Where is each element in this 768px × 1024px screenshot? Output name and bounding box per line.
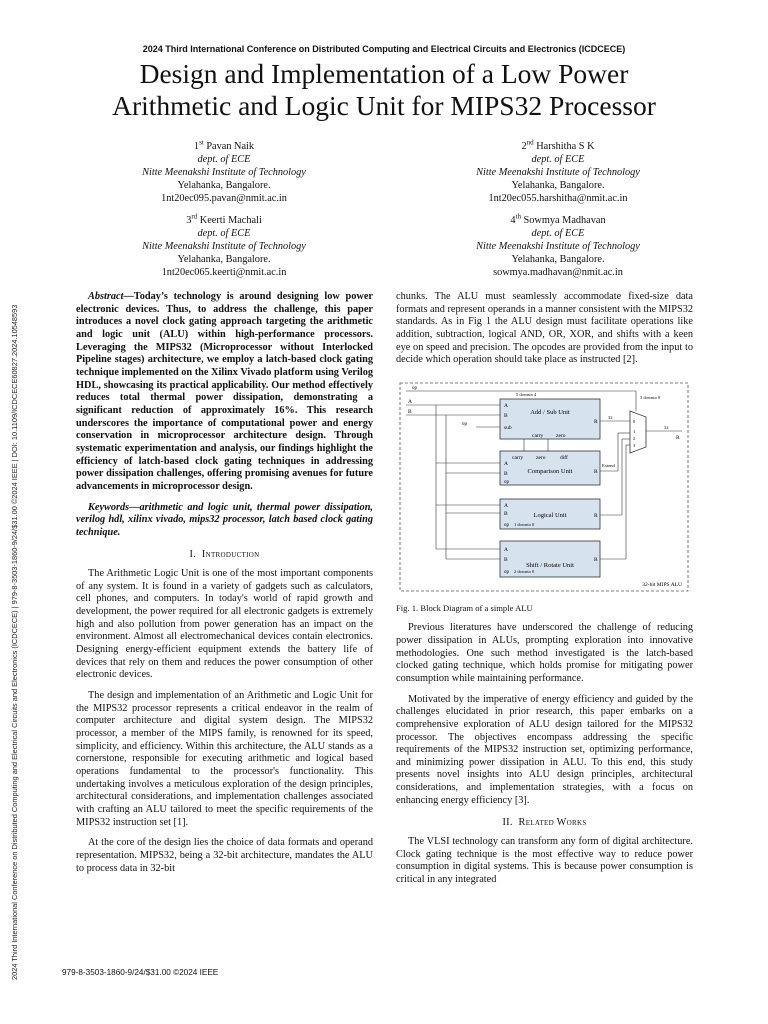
author-email: 1nt20ec065.keerti@nmit.ac.in	[161, 267, 287, 278]
keywords: Keywords—arithmetic and logic unit, thermal power dissipation, verilog hdl, xilinx vivado, mips32 processor, latch based clock gating technique.	[76, 501, 373, 538]
section-heading-introduction: I. Introduction	[189, 549, 260, 561]
side-metadata-text: 2024 Third International Conference on Distributed Computing and Electrical Circuits and Electronics (ICDCECE) | 979-8-3503-1860-9/24/$31.00 ©2024 IEEE | DOI: 10.1109/ICDCECE60827.2024.10548593	[10, 304, 19, 980]
svg-text:R: R	[594, 418, 598, 425]
abstract: Abstract—Today’s technology is around designing low power electronic devices. Thus, to address the challenge, this paper introduces a novel clock gating approach targeting the arithmetic and logic unit (ALU) within high-performance processors. Leveraging the MIPS32 (Microprocessor without Interlocked Pipeline stages) architecture, we employ a latch-based clock gating technique implemented on the Xilinx Vivado platform using Verilog HDL, showcasing its practical applicability. Our method effectively reduces total thermal power dissipation, demonstrating a significant reduction of approximately 16%. This research underscores the importance of computational power and energy conservation in microprocessor architecture design. Through systematic experimentation and analysis, our findings highlight the efficiency of latch-based clock gating techniques in addressing power dissipation challenges, offering promising avenues for future advancements in microprocessor design.	[76, 291, 373, 492]
svg-text:A: A	[504, 402, 508, 409]
svg-text:0: 0	[633, 418, 636, 424]
svg-text:A: A	[408, 398, 412, 405]
paragraph: The Arithmetic Logic Unit is one of the most important components of any system. It is found in a variety of gadgets such as calculators, cell phones, and computers. In today's world of rapid growth and development, the power required for all electronic gadgets is extremely high and also pollution from power generation has an impact on the environment. Almost all electromechanical devices contain electronics. Designing energy-efficient equipment extends the battery life of devices that rely on them and reduces the power consumption of other electronic devices.	[76, 568, 373, 681]
author-block-3: 3rd Keerti Machali dept. of ECE Nitte Meenakshi Institute of Technology Yelahanka, Bangalore. 1nt20ec065.keerti@nmit.ac.in	[94, 214, 354, 279]
svg-text:R: R	[594, 468, 598, 475]
author-name: Keerti Machali	[199, 215, 262, 226]
figure-caption: Fig. 1. Block Diagram of a simple ALU	[396, 602, 533, 613]
svg-text:Shift / Rotate Unit: Shift / Rotate Unit	[526, 561, 574, 569]
svg-text:2 downto 0: 2 downto 0	[514, 568, 535, 574]
svg-text:2: 2	[633, 435, 636, 441]
author-block-4: 4th Sowmya Madhavan dept. of ECE Nitte Meenakshi Institute of Technology Yelahanka, Bangalore. sowmya.madhavan@nmit.ac.in	[428, 214, 688, 279]
svg-text:32: 32	[664, 424, 669, 430]
svg-text:B: B	[504, 412, 508, 419]
author-name: Pavan Naik	[206, 141, 255, 152]
svg-text:Extend: Extend	[602, 462, 615, 468]
svg-text:diff: diff	[560, 454, 568, 461]
author-email: 1nt20ec055.harshitha@nmit.ac.in	[488, 193, 628, 204]
paragraph: At the core of the design lies the choice of data formats and operand representation. MIPS32, being a 32-bit architecture, mandates the ALU to process data in 32-bit	[76, 837, 373, 874]
svg-text:3: 3	[633, 442, 636, 448]
title-line-1: Design and Implementation of a Low Power	[139, 58, 629, 89]
svg-text:zero: zero	[536, 454, 546, 461]
svg-text:1: 1	[633, 428, 636, 434]
unit-comparison	[500, 451, 600, 485]
svg-text:1 downto 0: 1 downto 0	[514, 521, 535, 527]
title-line-2: Arithmetic and Logic Unit for MIPS32 Processor	[112, 90, 656, 121]
conference-header: 2024 Third International Conference on Distributed Computing and Electrical Circuits and Electronics (ICDCECE)	[142, 44, 626, 54]
svg-text:A: A	[504, 502, 508, 509]
svg-text:B: B	[504, 470, 508, 477]
svg-text:op: op	[504, 569, 509, 575]
paper-title	[60, 58, 708, 122]
side-metadata-strip	[10, 140, 24, 980]
svg-text:op: op	[412, 385, 417, 391]
paragraph: Motivated by the imperative of energy efficiency and guided by the challenges elucidated in prior research, this paper embarks on a comprehensive exploration of ALU design tailored for the MIPS32 processor. The objectives encompass addressing the specific requirements of the MIPS32 instruction set, optimizing performance, and minimizing power dissipation in ALU. To this end, this study presents novel insights into ALU design principles, architectural considerations, and implementation strategies, with a focus on enhancing energy efficiency [3].	[396, 693, 693, 806]
svg-text:B: B	[504, 556, 508, 563]
svg-text:3 downto 0: 3 downto 0	[640, 394, 661, 400]
svg-text:zero: zero	[556, 432, 566, 439]
author-email: 1nt20ec095.pavan@nmit.ac.in	[161, 193, 287, 204]
svg-text:A: A	[504, 460, 508, 467]
svg-text:op: op	[504, 479, 509, 485]
paragraph: The VLSI technology can transform any form of digital architecture. Clock gating technique is the most effective way to reduce power consumption in digital systems. This is because power consumption is critical in any integrated	[396, 836, 693, 886]
svg-text:op: op	[504, 522, 509, 528]
svg-text:op: op	[462, 421, 467, 427]
svg-text:R: R	[676, 434, 680, 441]
author-email: sowmya.madhavan@nmit.ac.in	[493, 267, 623, 278]
svg-text:A: A	[504, 546, 508, 553]
svg-text:R: R	[594, 512, 598, 519]
author-block-1: 1st Pavan Naik dept. of ECE Nitte Meenakshi Institute of Technology Yelahanka, Bangalore. 1nt20ec095.pavan@nmit.ac.in	[94, 140, 354, 205]
svg-text:carry: carry	[532, 432, 544, 439]
svg-text:5 downto 4: 5 downto 4	[516, 391, 537, 397]
svg-text:R: R	[594, 556, 598, 563]
paragraph: Previous literatures have underscored the challenge of reducing power dissipation in ALUs, prompting exploration into innovative methodologies. One such method investigated is the latch-based clocked gating technique, which holds promise for mitigating power consumption while maintaining performance.	[396, 622, 693, 684]
svg-text:B: B	[504, 510, 508, 517]
svg-text:Comparison Unit: Comparison Unit	[527, 467, 573, 475]
svg-text:sub: sub	[504, 424, 512, 431]
svg-text:32: 32	[608, 414, 613, 420]
author-name: Sowmya Madhavan	[523, 215, 606, 226]
svg-text:carry: carry	[512, 454, 524, 461]
svg-text:B: B	[408, 408, 412, 415]
paragraph: chunks. The ALU must seamlessly accommodate fixed-size data formats and represent operands in a manner consistent with the MIPS32 standards. As in Fig 1 the ALU design must facilitate operations like addition, subtraction, logical AND, OR, XOR, and shifts with a keen eye on speed and precision. The opcodes are provided from the input to decide which operation should take place as instructed [2].	[396, 291, 693, 366]
svg-text:Logical Unit: Logical Unit	[533, 511, 567, 519]
right-column	[396, 291, 693, 895]
page-footer: 979-8-3503-1860-9/24/$31.00 ©2024 IEEE	[62, 968, 219, 977]
alu-label: 32-bit MIPS ALU	[642, 581, 682, 588]
alu-block-diagram	[396, 381, 693, 593]
section-heading-related-works: II. Related Works	[502, 817, 587, 829]
left-column	[76, 291, 373, 883]
svg-text:Add / Sub Unit: Add / Sub Unit	[530, 408, 570, 416]
author-name: Harshitha S K	[536, 141, 595, 152]
unit-add-sub	[500, 399, 600, 439]
paragraph: The design and implementation of an Arithmetic and Logic Unit for the MIPS32 processor represents a critical endeavor in the realm of computer architecture and digital system design. The MIPS32 processor, a member of the MIPS family, is renowned for its speed, simplicity, and efficiency. Within this architecture, the ALU stands as a cornerstone, responsible for executing arithmetic and logical based operations fundamental to the processor's functionality. This undertaking involves a meticulous exploration of the design principles, architectural considerations, and implementation challenges associated with crafting an ALU tailored to meet the specific requirements of the MIPS32 instruction set [1].	[76, 690, 373, 828]
author-block-2: 2nd Harshitha S K dept. of ECE Nitte Meenakshi Institute of Technology Yelahanka, Bangalore. 1nt20ec055.harshitha@nmit.ac.in	[428, 140, 688, 205]
